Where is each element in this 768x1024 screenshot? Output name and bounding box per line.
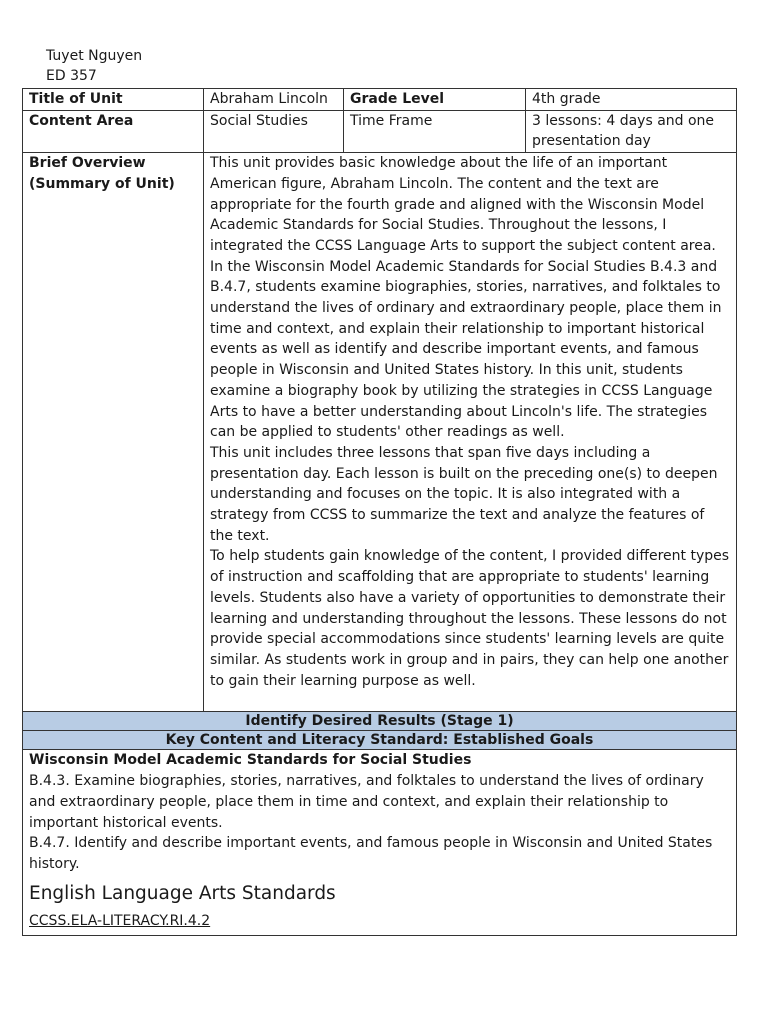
content-area-label: Content Area xyxy=(23,110,204,152)
content-row xyxy=(23,110,737,152)
goals-heading: Key Content and Literacy Standard: Established Goals xyxy=(23,731,737,750)
ela-standards-heading: English Language Arts Standards xyxy=(29,882,336,904)
overview-paragraph: This unit includes three lessons that span five days including a presentation day. Each lesson is built on the preceding one(s) to deepen understanding and focuses on the topic. It is also integrated with a strategy from CCSS to summarize the text and analyze the features of the text. xyxy=(210,444,718,544)
grade-label: Grade Level xyxy=(344,89,526,111)
course-code: ED 357 xyxy=(46,68,97,84)
unit-plan-table xyxy=(22,88,737,936)
overview-row xyxy=(23,153,737,712)
wisconsin-standards-heading: Wisconsin Model Academic Standards for Social Studies xyxy=(29,752,472,769)
time-frame-value: 3 lessons: 4 days and one presentation day xyxy=(526,110,737,152)
overview-label: Brief Overview (Summary of Unit) xyxy=(23,153,204,712)
title-value: Abraham Lincoln xyxy=(204,89,344,111)
overview-paragraph: This unit provides basic knowledge about the life of an important American figure, Abraham Lincoln. The content and the text are appropriate for the fourth grade and aligned with the Wisconsin Model Academic Standards for Social Studies. Throughout the lessons, I integrated the CCSS Language Arts to support the subject content area. In the Wisconsin Model Academic Standards for Social Studies B.4.3 and B.4.7, students examine biographies, stories, narratives, and folktales to understand the lives of ordinary and extraordinary people, place them in time and context, and explain their relationship to important historical events as well as identify and describe important events, and famous people in Wisconsin and United States history. In this unit, students examine a biography book by utilizing the strategies in CCSS Language Arts to have a better understanding about Lincoln's life. The strategies can be applied to students' other readings as well. xyxy=(210,155,722,441)
title-label: Title of Unit xyxy=(23,89,204,111)
title-row xyxy=(23,89,737,111)
goals-row xyxy=(23,731,737,750)
content-area-value: Social Studies xyxy=(204,110,344,152)
overview-text xyxy=(204,153,737,712)
overview-paragraph: To help students gain knowledge of the content, I provided different types of instruction and scaffolding that are appropriate to students' learning levels. Students also have a variety of opportunities to demonstrate their learning and understanding throughout the lessons. These lessons do not provide special accommodations since students' learning levels are quite similar. As students work in group and in pairs, they can help one another to gain their learning purpose as well. xyxy=(210,548,730,689)
document-header xyxy=(46,46,142,86)
standards-row xyxy=(23,750,737,936)
author-name: Tuyet Nguyen xyxy=(46,48,143,64)
time-frame-label: Time Frame xyxy=(344,110,526,152)
stage-row xyxy=(23,712,737,731)
standards-cell xyxy=(23,750,737,936)
standard-b47: B.4.7. Identify and describe important events, and famous people in Wisconsin and United States history. xyxy=(29,835,713,872)
grade-value: 4th grade xyxy=(526,89,737,111)
ela-standard-link[interactable]: CCSS.ELA-LITERACY.RI.4.2 xyxy=(29,912,211,929)
standard-b43: B.4.3. Examine biographies, stories, narratives, and folktales to understand the lives of ordinary and extraordinary people, place them in time and context, and explain their relationship to important historical events. xyxy=(29,773,704,831)
stage-heading: Identify Desired Results (Stage 1) xyxy=(23,712,737,731)
